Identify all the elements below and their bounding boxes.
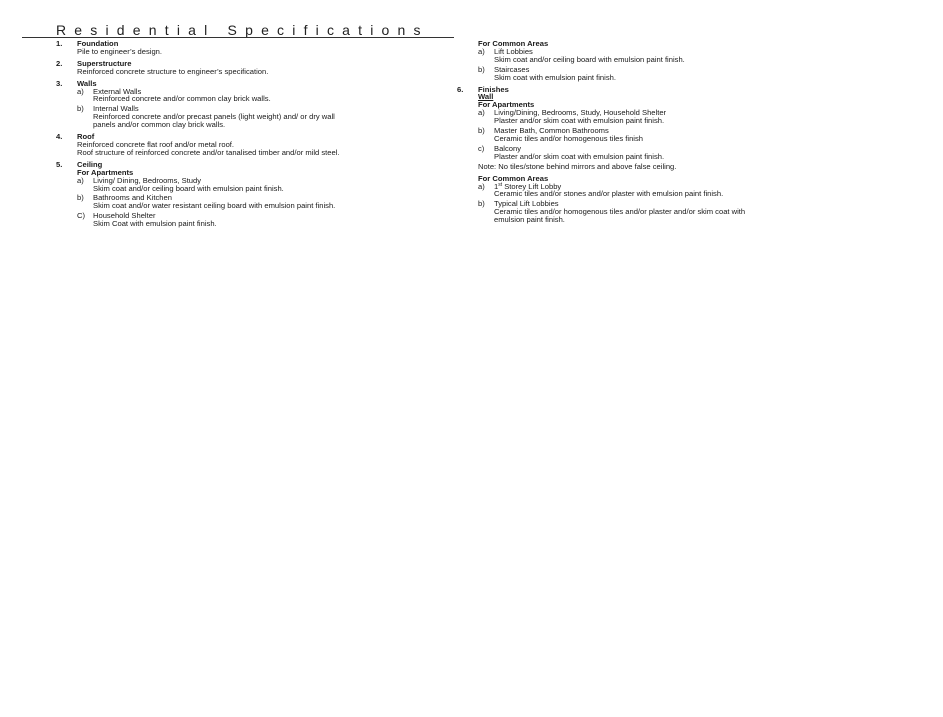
item-letter: c) [478, 143, 485, 153]
section-title: Finishes [478, 84, 509, 94]
item-text: Plaster and/or skim coat with emulsion paint finish. [494, 116, 665, 126]
note: Note: No tiles/stone behind mirrors and above false ceiling. [478, 161, 677, 171]
section-title: Ceiling [77, 159, 103, 169]
item-text: Skim coat and/or ceiling board with emulsion paint finish. [494, 54, 685, 64]
list-item [77, 212, 456, 228]
section-number: 5. [56, 159, 63, 169]
list-item [77, 88, 456, 104]
subheading-wall: Wall [478, 92, 494, 102]
section-superstructure [56, 60, 456, 76]
section-title: Foundation [77, 39, 119, 48]
list-item [478, 127, 877, 143]
section-title: Superstructure [77, 58, 132, 68]
section-number: 6. [457, 84, 464, 94]
item-letter: a) [77, 86, 84, 96]
item-title: Internal Walls [93, 104, 139, 114]
item-title: Household Shelter [93, 211, 156, 221]
right-column [457, 40, 877, 228]
item-text: Plaster and/or skim coat with emulsion paint finish. [494, 151, 665, 161]
item-title: External Walls [93, 86, 142, 96]
section-foundation [56, 40, 456, 56]
item-letter: C) [77, 211, 86, 221]
item-letter: a) [478, 108, 485, 118]
list-item [478, 145, 877, 161]
subheading: For Apartments [478, 100, 535, 110]
item-title: Staircases [494, 64, 530, 74]
item-text: emulsion paint finish. [494, 215, 565, 225]
section-walls [56, 80, 456, 129]
item-title: Typical Lift Lobbies [494, 199, 559, 209]
item-letter: a) [77, 175, 84, 185]
item-text: Ceramic tiles and/or homogenous tiles finish [494, 133, 643, 143]
section-roof [56, 133, 456, 157]
subheading: For Common Areas [478, 39, 549, 48]
item-text: Ceramic tiles and/or stones and/or plaster with emulsion paint finish. [494, 189, 724, 199]
subheading: For Apartments [77, 167, 134, 177]
section-number: 1. [56, 39, 63, 48]
section-finishes [457, 86, 877, 225]
item-text: panels and/or common clay brick walls. [93, 120, 226, 130]
item-text: Reinforced concrete and/or common clay brick walls. [93, 94, 271, 104]
item-letter: a) [478, 181, 485, 191]
item-letter: b) [478, 199, 485, 209]
item-text: Ceramic tiles and/or homogenous tiles and/or plaster and/or skim coat with [494, 207, 746, 217]
section-ceiling-common-areas [457, 40, 877, 82]
section-title: Roof [77, 132, 95, 142]
subheading: For Common Areas [478, 173, 549, 183]
title-underline [22, 37, 454, 38]
page-title: Residential Specifications [56, 22, 429, 38]
item-title: Living/Dining, Bedrooms, Study, Household Shelter [494, 108, 667, 118]
item-letter: a) [478, 46, 485, 56]
item-text: Skim coat with emulsion paint finish. [494, 72, 616, 82]
section-text: Pile to engineer’s design. [77, 46, 162, 56]
section-number: 3. [56, 78, 63, 88]
list-item [478, 183, 877, 199]
section-text: Reinforced concrete flat roof and/or metal roof. [77, 139, 235, 149]
item-letter: b) [478, 64, 485, 74]
list-item [478, 48, 877, 64]
item-text: Reinforced concrete and/or precast panels (light weight) and/ or dry wall [93, 112, 335, 122]
item-title-ordinal: st [498, 181, 503, 188]
list-item [77, 105, 456, 129]
section-number: 4. [56, 132, 63, 142]
section-ceiling [56, 161, 456, 228]
list-item [478, 109, 877, 125]
item-title-rest: Storey Lift Lobby [502, 181, 562, 191]
item-title: Living/ Dining, Bedrooms, Study [93, 175, 202, 185]
list-item [478, 66, 877, 82]
section-text: Reinforced concrete structure to engineer’s specification. [77, 66, 269, 76]
item-title-number: 1 [494, 181, 499, 191]
item-title: Lift Lobbies [494, 46, 533, 56]
item-letter: b) [77, 104, 84, 114]
item-letter: b) [77, 193, 84, 203]
section-text: Roof structure of reinforced concrete and/or tanalised timber and/or mild steel. [77, 147, 340, 157]
list-item [478, 200, 877, 224]
item-text: Skim coat and/or ceiling board with emulsion paint finish. [93, 183, 284, 193]
item-title: Master Bath, Common Bathrooms [494, 126, 609, 136]
list-item [77, 194, 456, 210]
item-text: Skim coat and/or water resistant ceiling board with emulsion paint finish. [93, 201, 336, 211]
item-title: Balcony [494, 143, 522, 153]
section-number: 2. [56, 58, 63, 68]
item-text: Skim Coat with emulsion paint finish. [93, 219, 217, 229]
list-item [77, 177, 456, 193]
item-letter: b) [478, 126, 485, 136]
section-title: Walls [77, 78, 97, 88]
item-title: Bathrooms and Kitchen [93, 193, 172, 203]
left-column [56, 40, 456, 232]
